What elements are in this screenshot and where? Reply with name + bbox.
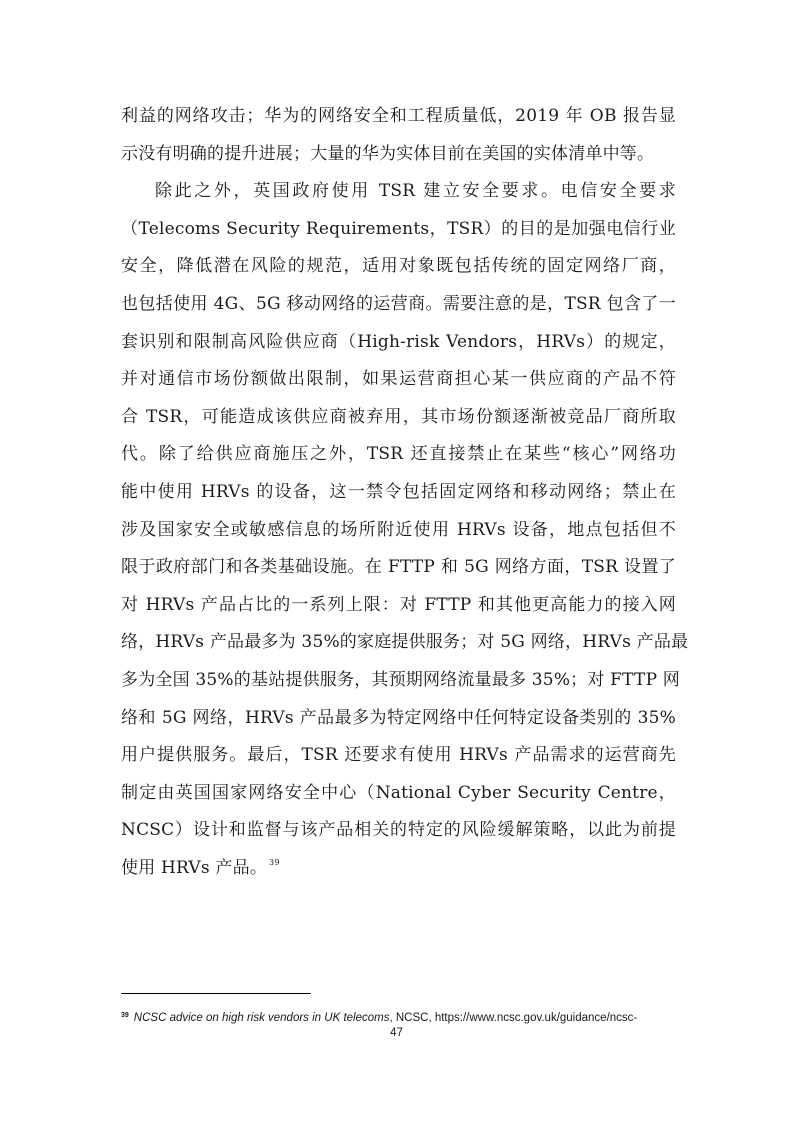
text-line: 用户提供服务。最后，TSR 还要求有使用 HRVs 产品需求的运营商先 bbox=[121, 745, 676, 766]
page-number: 47 bbox=[390, 1027, 403, 1039]
text-line-last bbox=[121, 850, 676, 888]
text-line: 套识别和限制高风险供应商（High-risk Vendors，HRVs）的规定， bbox=[121, 331, 676, 352]
text-line-content: 使用 HRVs 产品。 bbox=[121, 857, 268, 878]
footnote-source[interactable]: , NCSC, https://www.ncsc.gov.uk/guidance/ncsc- bbox=[389, 1012, 638, 1024]
footnote-number: 39 bbox=[121, 1012, 129, 1019]
footnote bbox=[121, 1009, 681, 1025]
text-line: 络和 5G 网络，HRVs 产品最多为特定网络中任何特定设备类别的 35% bbox=[121, 707, 676, 728]
footnote-divider bbox=[121, 993, 311, 994]
text-line: 除此之外，英国政府使用 TSR 建立安全要求。电信安全要求 bbox=[155, 181, 676, 202]
text-line: 限于政府部门和各类基础设施。在 FTTP 和 5G 网络方面，TSR 设置了 bbox=[121, 557, 676, 578]
text-line: NCSC）设计和监督与该产品相关的特定的风险缓解策略，以此为前提 bbox=[121, 820, 676, 841]
footnote-title: NCSC advice on high risk vendors in UK telecoms bbox=[133, 1012, 390, 1024]
text-line: 对 HRVs 产品占比的一系列上限：对 FTTP 和其他更高能力的接入网 bbox=[121, 594, 676, 615]
text-line: 也包括使用 4G、5G 移动网络的运营商。需要注意的是，TSR 包含了一 bbox=[121, 293, 676, 314]
body-text bbox=[121, 98, 689, 887]
text-line: 能中使用 HRVs 的设备，这一禁令包括固定网络和移动网络；禁止在 bbox=[121, 481, 676, 502]
text-line: 制定由英国国家网络安全中心（National Cyber Security Centre， bbox=[121, 782, 676, 803]
text-line: 代。除了给供应商施压之外，TSR 还直接禁止在某些“核心”网络功 bbox=[121, 444, 676, 465]
text-line: 涉及国家安全或敏感信息的场所附近使用 HRVs 设备，地点包括但不 bbox=[121, 519, 676, 540]
text-line: 并对通信市场份额做出限制，如果运营商担心某一供应商的产品不符 bbox=[121, 369, 676, 390]
text-line: 多为全国 35%的基站提供服务，其预期网络流量最多 35%；对 FTTP 网 bbox=[121, 669, 681, 690]
text-line: 利益的网络攻击；华为的网络安全和工程质量低，2019 年 OB 报告显 bbox=[121, 106, 676, 126]
footnote-reference[interactable]: 39 bbox=[269, 857, 280, 867]
text-line: 合 TSR，可能造成该供应商被弃用，其市场份额逐渐被竞品厂商所取 bbox=[121, 406, 676, 427]
text-line: 安全，降低潜在风险的规范，适用对象既包括传统的固定网络厂商， bbox=[121, 256, 676, 277]
text-line: 示没有明确的提升进展；大量的华为实体目前在美国的实体清单中等。 bbox=[121, 143, 655, 164]
text-line: 络，HRVs 产品最多为 35%的家庭提供服务；对 5G 网络，HRVs 产品最 bbox=[121, 632, 689, 653]
text-line: （Telecoms Security Requirements，TSR）的目的是加强电信行业 bbox=[121, 218, 676, 239]
